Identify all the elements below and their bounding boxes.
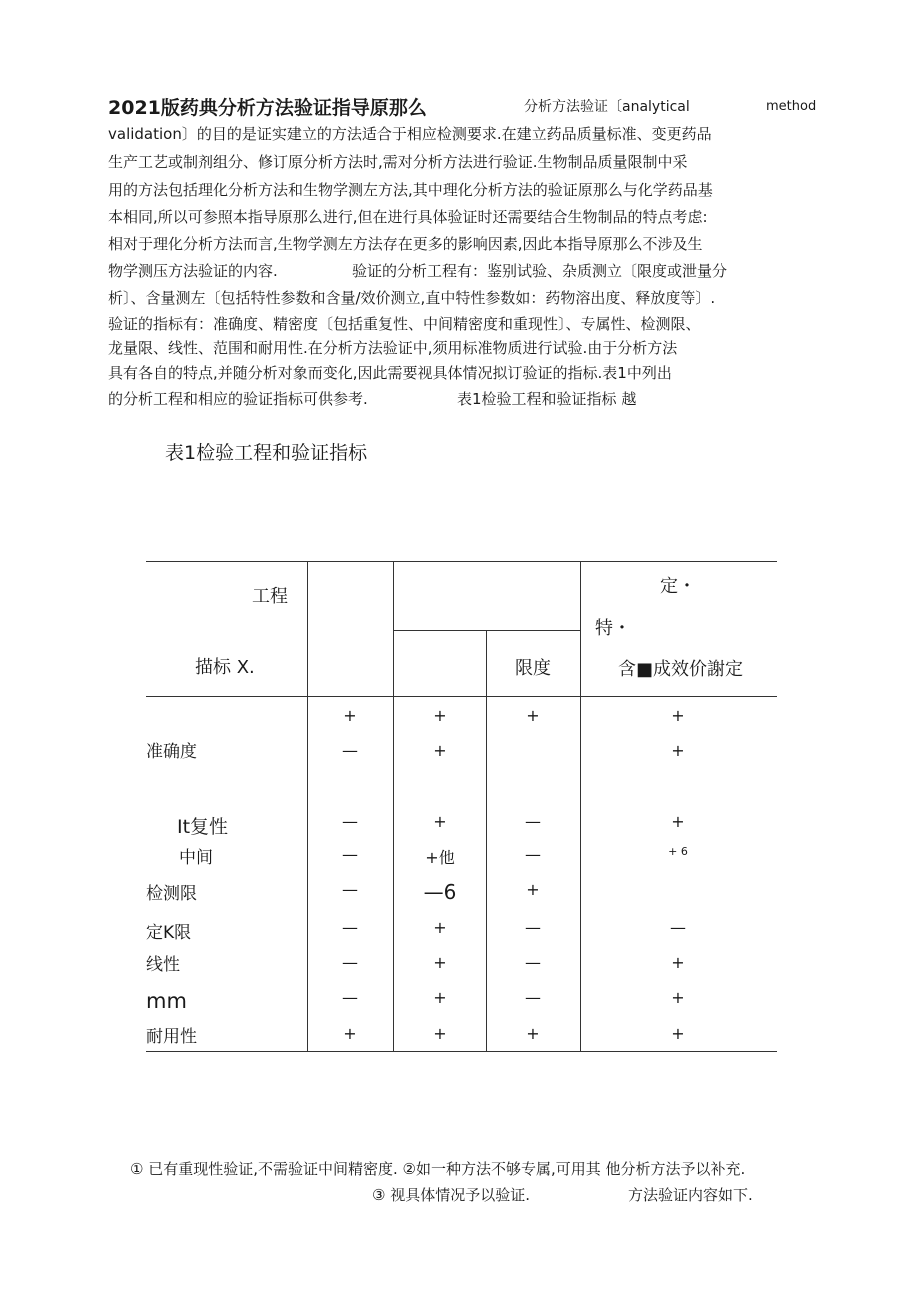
column-divider — [580, 561, 581, 1052]
table-cell: + — [526, 706, 540, 725]
paragraph-line: 生产工艺或制剂组分、修订原分析方法时,需对分析方法进行验证.生物制品质量限制中采 — [108, 153, 688, 171]
header-col5-b: 特・ — [595, 618, 631, 639]
row-label-robustness: 耐用性 — [146, 1027, 197, 1047]
row-label-loq: 定K限 — [146, 923, 192, 943]
table-cell: + — [433, 988, 447, 1007]
header-col5-c: 含■成效价謝定 — [618, 659, 744, 680]
table-cell: + — [433, 1024, 447, 1043]
table-cell: + — [433, 953, 447, 972]
footnote-line: ③ 视具体情况予以验证. — [372, 1186, 530, 1204]
header-sub-rule — [393, 630, 581, 631]
table-bottom-rule — [146, 1051, 777, 1052]
table-cell: — — [525, 918, 541, 937]
paragraph-line: validation〕的目的是证实建立的方法适合于相应检测要求.在建立药品质量标准、变更药品 — [108, 125, 712, 143]
row-label-accuracy: 准确度 — [146, 742, 197, 762]
table-cell: — — [525, 812, 541, 831]
paragraph-line: 用的方法包括理化分析方法和生物学测左方法,其中理化分析方法的验证原那么与化学药品基 — [108, 181, 713, 199]
table-cell: + — [671, 706, 685, 725]
row-label-range: mm — [146, 989, 187, 1013]
table-cell: — — [342, 953, 358, 972]
table-cell: — — [670, 918, 686, 937]
footnote-line: 方法验证内容如下. — [628, 1186, 753, 1204]
row-label-lod: 检测限 — [146, 884, 197, 904]
header-limit: 限度 — [515, 658, 551, 679]
table-cell: + — [671, 988, 685, 1007]
column-divider — [486, 630, 487, 1052]
paragraph-line: 析〕、含量测左〔包括特性参数和含量/效价测立,直中特性参数如：药物溶出度、释放度等〕. — [108, 289, 716, 307]
table-cell: + — [671, 741, 685, 760]
table-top-rule — [146, 561, 777, 562]
table-cell: — — [342, 812, 358, 831]
table-cell: —6 — [423, 880, 457, 904]
table-cell: +他 — [425, 848, 455, 867]
table-cell: + 6 — [668, 845, 688, 858]
table-cell: — — [342, 880, 358, 899]
table-cell: + — [671, 953, 685, 972]
table-cell: + — [433, 812, 447, 831]
table-cell: + — [433, 706, 447, 725]
table-cell: — — [342, 988, 358, 1007]
paragraph-line: 的分析工程和相应的验证指标可供参考. — [108, 390, 368, 408]
row-label-linearity: 线性 — [146, 955, 180, 975]
column-divider — [393, 561, 394, 1052]
paragraph-line: 表1检验工程和验证指标 越 — [457, 390, 637, 408]
table-cell: + — [526, 880, 540, 899]
table-cell: + — [343, 1024, 357, 1043]
table-cell: — — [525, 845, 541, 864]
table-cell: — — [525, 988, 541, 1007]
header-indicator: 描标 X. — [195, 657, 255, 678]
paragraph-line: 相对于理化分析方法而言,生物学测左方法存在更多的影响因素,因此本指导原那么不涉及生 — [108, 235, 703, 253]
header-item: 工程 — [252, 586, 288, 607]
table-cell: + — [526, 1024, 540, 1043]
paragraph-line: 验证的分析工程有：鉴别试验、杂质测立〔限度或泄量分 — [352, 262, 728, 280]
table-cell: — — [342, 845, 358, 864]
header-bottom-rule — [146, 696, 777, 697]
paragraph-line: 验证的指标有：准确度、精密度〔包括重复性、中间精密度和重现性〕、专属性、检测限、 — [108, 315, 701, 333]
table-cell: + — [433, 741, 447, 760]
table-caption: 表1检验工程和验证指标 — [165, 442, 368, 464]
table-cell: — — [525, 953, 541, 972]
doc-title: 2021版药典分析方法验证指导原那么 — [108, 97, 427, 119]
row-label-intermediate: 中间 — [179, 848, 213, 868]
table-cell: + — [671, 1024, 685, 1043]
paragraph-line: 具有各自的特点,并随分析对象而变化,因此需要视具体情况拟订验证的指标.表1中列出 — [108, 364, 672, 382]
row-label-repeatability: It复性 — [177, 816, 229, 838]
paragraph-line: method — [766, 99, 817, 114]
paragraph-line: 分析方法验证〔analytical — [524, 99, 690, 115]
footnote-line: ① 已有重现性验证,不需验证中间精密度. ②如一种方法不够专属,可用其 他分析方法予以补充. — [130, 1160, 746, 1178]
table-cell: — — [342, 741, 358, 760]
header-col5-a: 定・ — [660, 576, 696, 597]
table-cell: + — [343, 706, 357, 725]
column-divider — [307, 561, 308, 1052]
paragraph-line: 物学测压方法验证的内容. — [108, 262, 278, 280]
table-cell: + — [433, 918, 447, 937]
table-cell: — — [342, 918, 358, 937]
paragraph-line: 本相同,所以可参照本指导原那么进行,但在进行具体验证时还需要结合生物制品的特点考虑: — [108, 208, 708, 226]
paragraph-line: 龙量限、线性、范围和耐用性.在分析方法验证中,须用标准物质进行试验.由于分析方法 — [108, 339, 678, 357]
table-cell: + — [671, 812, 685, 831]
